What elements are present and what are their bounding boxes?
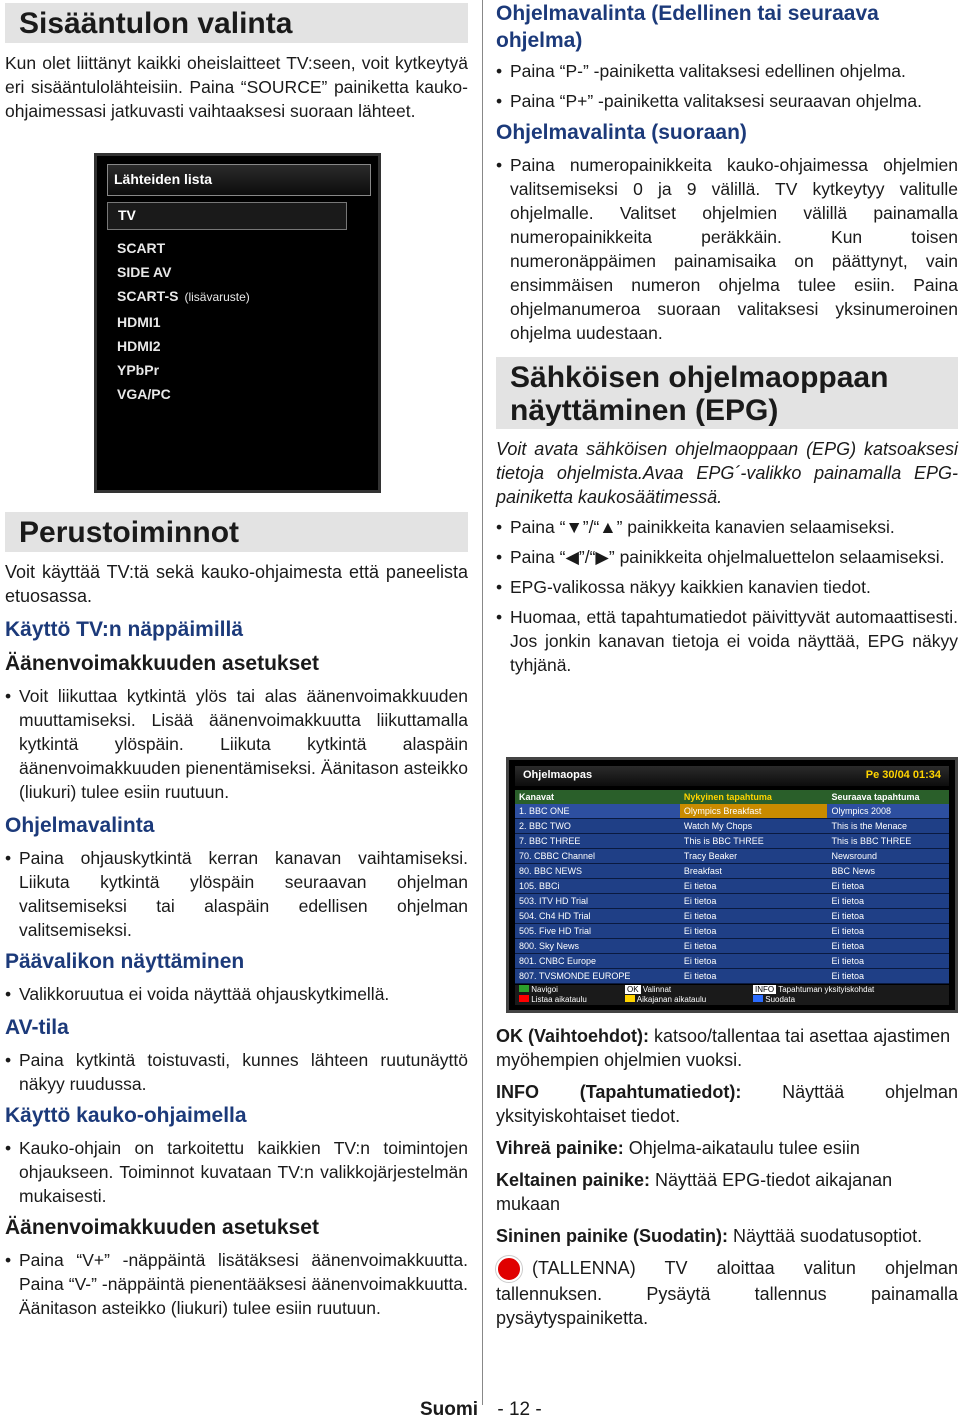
epg-row[interactable]	[515, 954, 949, 969]
epg-datetime: Pe 30/04 01:34	[865, 769, 941, 781]
source-item[interactable]: SCART-S (lisävaruste)	[117, 288, 250, 305]
epg-legend: Navigoi Listaa aikataulu OK Valinnat Aikajanan aikataulu INFO Tapahtuman yksityiskohdat Suodata	[515, 985, 949, 1005]
epg-row[interactable]	[515, 804, 949, 819]
legend-navigate: Navigoi	[531, 985, 558, 994]
source-item[interactable]: VGA/PC	[117, 386, 171, 403]
record-button-icon	[496, 1256, 522, 1282]
source-list-screenshot	[94, 153, 381, 493]
green-description: Vihreä painike: Ohjelma-aikataulu tulee esiin	[496, 1138, 860, 1158]
bullet-main-menu: • Valikkoruutua ei voida näyttää ohjauskytkimellä.	[5, 982, 468, 1006]
section-title-epg: Sähköisen ohjelmaoppaan näyttäminen (EPG)	[496, 357, 958, 429]
epg-row[interactable]	[515, 879, 949, 894]
ok-description: OK (Vaihtoehdot): katsoo/tallentaa tai asettaa ajastimen myöhempien ohjelmien vuoksi.	[496, 1026, 951, 1070]
legend-filter: Suodata	[765, 995, 796, 1004]
epg-next: Ei tietoa	[831, 971, 864, 981]
epg-channel: 70. CBBC Channel	[519, 851, 596, 861]
yellow-description: Keltainen painike: Näyttää EPG-tiedot aikajanan mukaan	[496, 1170, 893, 1214]
epg-current: Ei tietoa	[683, 911, 717, 921]
epg-current: Watch My Chops	[683, 821, 753, 831]
epg-channel: 7. BBC THREE	[519, 836, 581, 846]
bullet-leftright: • Paina “◀”/“▶” painikkeita ohjelmaluettelon selaamiseksi.	[496, 545, 958, 569]
epg-channel: 2. BBC TWO	[519, 821, 571, 831]
epg-screenshot	[506, 757, 958, 1013]
epg-next: Ei tietoa	[831, 941, 864, 951]
source-item[interactable]: SCART	[117, 240, 166, 256]
epg-current: Tracy Beaker	[683, 851, 738, 861]
footer-language: Suomi	[420, 1399, 479, 1420]
epg-row[interactable]	[515, 969, 949, 984]
epg-current: Ei tietoa	[683, 896, 717, 906]
epg-next: This is the Menace	[831, 821, 907, 831]
bullet-updown: • Paina “▼”/“▲” painikkeita kanavien selaamiseksi.	[496, 515, 958, 539]
heading-remote-use: Käyttö kauko-ohjaimella	[5, 1104, 247, 1127]
bullet-remote-use: • Kauko-ohjain on tarkoitettu kaikkien TV:n toimintojen ohjaukseen. Toiminnot kuvataan TV:n valikkojärjestelmän mukaisesti.	[5, 1136, 468, 1208]
column-divider	[482, 0, 483, 1405]
source-list-title: Lähteiden lista	[114, 171, 213, 187]
epg-channel: 801. CNBC Europe	[519, 956, 597, 966]
page-footer	[420, 1399, 542, 1421]
epg-col-channels: Kanavat	[519, 792, 555, 802]
legend-timeline: Aikajanan aikataulu	[636, 995, 707, 1004]
epg-row[interactable]	[515, 834, 949, 849]
epg-next: Ei tietoa	[831, 911, 864, 921]
bullet-program-selection: • Paina ohjauskytkintä kerran kanavan vaihtamiseksi. Liikuta kytkintä ylöspäin seuraavan ohjelman valitsemiseksi tai alaspäin edellisen ohjelman valitsemiseksi.	[5, 846, 468, 942]
epg-next: Ei tietoa	[831, 956, 864, 966]
heading-tv-buttons: Käyttö TV:n näppäimillä	[5, 618, 244, 641]
epg-current: Olympics Breakfast	[680, 804, 828, 819]
bullet-allinfo: • EPG-valikossa näkyy kaikkien kanavien tiedot.	[496, 575, 958, 599]
epg-intro: Voit avata sähköisen ohjelmaoppaan (EPG) katsoaksesi tietoja ohjelmista.Avaa EPG´-valikko painamalla EPG-painiketta kaukosäätimessä.	[496, 439, 958, 507]
epg-col-next: Seuraava tapahtuma	[831, 792, 920, 802]
epg-row[interactable]	[515, 894, 949, 909]
bullet-av-mode: • Paina kytkintä toistuvasti, kunnes lähteen ruutunäyttö näkyy ruudussa.	[5, 1048, 468, 1096]
epg-current: Ei tietoa	[683, 971, 717, 981]
epg-next: Ei tietoa	[831, 881, 864, 891]
record-description: (TALLENNA) TV aloittaa valitun ohjelman tallennuksen. Pysäytä tallennus painamalla pysäytyspainiketta.	[496, 1258, 958, 1329]
heading-direct: Ohjelmavalinta (suoraan)	[496, 121, 747, 144]
epg-next: BBC News	[831, 866, 875, 876]
source-items-list	[117, 236, 250, 406]
epg-row[interactable]	[515, 909, 949, 924]
source-item[interactable]: YPbPr	[117, 362, 160, 379]
epg-row[interactable]	[515, 939, 949, 954]
epg-row[interactable]	[515, 924, 949, 939]
epg-row[interactable]	[515, 864, 949, 879]
heading-program-selection: Ohjelmavalinta	[5, 814, 155, 837]
legend-details: Tapahtuman yksityiskohdat	[778, 985, 875, 994]
epg-current: Ei tietoa	[683, 956, 717, 966]
legend-options: Valinnat	[642, 985, 672, 994]
bullet-volume-1: • Voit liikuttaa kytkintä ylös tai alas äänenvoimakkuuden muuttamiseksi. Lisää äänenvoimakkuutta liikuttamalla kytkintä ylöspäin. Liikuta kytkintä alaspäin äänenvoimakkuuden pienentämiseksi. Äänitason asteikko (liukuri) tulee esiin ruutuun.	[5, 684, 468, 804]
heading-volume-2: Äänenvoimakkuuden asetukset	[5, 1216, 319, 1239]
epg-row[interactable]	[515, 819, 949, 834]
heading-volume-1: Äänenvoimakkuuden asetukset	[5, 652, 319, 675]
optional-note: (lisävaruste)	[184, 290, 250, 305]
epg-current: Breakfast	[683, 866, 722, 876]
left-column	[5, 0, 468, 1318]
epg-channel: 505. Five HD Trial	[519, 926, 592, 936]
source-item[interactable]: HDMI2	[117, 337, 161, 354]
epg-current: Ei tietoa	[683, 941, 717, 951]
epg-channel: 1. BBC ONE	[519, 806, 570, 816]
epg-channel: 807. TVSMONDE EUROPE	[519, 971, 631, 981]
heading-prev-next: Ohjelmavalinta (Edellinen tai seuraava ohjelma)	[496, 2, 879, 52]
page-number: - 12 -	[497, 1399, 542, 1420]
epg-row[interactable]	[515, 849, 949, 864]
source-item-tv-selected[interactable]: TV	[107, 202, 347, 230]
epg-channel: 504. Ch4 HD Trial	[519, 911, 591, 921]
bullet-prev: • Paina “P-” -painiketta valitaksesi edellinen ohjelma.	[496, 59, 958, 83]
epg-channel: 105. BBCi	[519, 881, 560, 891]
epg-channel: 800. Sky News	[519, 941, 580, 951]
basic-intro: Voit käyttää TV:tä sekä kauko-ohjaimesta että paneelista etuosassa.	[5, 562, 468, 606]
legend-list: Listaa aikataulu	[531, 995, 587, 1004]
epg-col-current: Nykyinen tapahtuma	[683, 792, 772, 802]
epg-grid	[515, 790, 949, 984]
bullet-direct: • Paina numeropainikkeita kauko-ohjaimessa ohjelmien valitsemiseksi 0 ja 9 välillä. TV kytkeytyy valitulle ohjelmalle. Valitset ohjelmien välillä painamalla numeropainikkeita peräkkäin. Kun toisen numeronäppäimen painamisaika on päättynyt, vain ensimmäisen numeron ohjelma tulee esiin. Paina ohjelmanumeroa suoraan valitaksesi yksinumeroinen ohjelma uudestaan.	[496, 153, 958, 345]
heading-main-menu: Päävalikon näyttäminen	[5, 950, 245, 973]
epg-title: Ohjelmaopas	[523, 769, 593, 781]
epg-next: Newsround	[831, 851, 877, 861]
epg-current: Ei tietoa	[683, 926, 717, 936]
right-column	[496, 0, 958, 1329]
source-item[interactable]: SIDE AV	[117, 264, 172, 281]
epg-next: This is BBC THREE	[831, 836, 912, 846]
blue-description: Sininen painike (Suodatin): Näyttää suodatusoptiot.	[496, 1226, 923, 1246]
epg-current: Ei tietoa	[683, 881, 717, 891]
epg-current: This is BBC THREE	[683, 836, 764, 846]
epg-title-bar	[515, 766, 949, 786]
info-description: INFO (Tapahtumatiedot): Näyttää ohjelman yksityiskohtaiset tiedot.	[496, 1082, 958, 1126]
bullet-volume-2: • Paina “V+” -näppäintä lisätäksesi äänenvoimakkuutta. Paina “V-” -näppäintä pienentääksesi äänenvoimakkuutta. Äänitason asteikko (liukuri) tulee esiin ruutuun.	[5, 1248, 468, 1320]
epg-next: Olympics 2008	[831, 806, 891, 816]
source-list-title-bar	[107, 164, 371, 196]
heading-av-mode: AV-tila	[5, 1016, 69, 1039]
bullet-next: • Paina “P+” -painiketta valitaksesi seuraavan ohjelma.	[496, 89, 958, 113]
bullet-note: • Huomaa, että tapahtumatiedot päivittyvät automaattisesti. Jos jonkin kanavan tietoja ei voida näyttää, EPG näkyy tyhjänä.	[496, 605, 958, 677]
epg-next: Ei tietoa	[831, 926, 864, 936]
section-title-basic: Perustoiminnot	[5, 512, 468, 552]
section-title-input-selection: Sisääntulon valinta	[5, 3, 468, 43]
epg-channel: 503. ITV HD Trial	[519, 896, 589, 906]
source-item[interactable]: HDMI1	[117, 313, 161, 330]
input-selection-intro: Kun olet liittänyt kaikki oheislaitteet TV:seen, voit kytkeytyä eri sisääntulolähteisiin. Paina “SOURCE” painiketta kauko-ohjaimessasi jatkuvasti vaihtaaksesi suoraan lähteet.	[5, 53, 468, 121]
epg-channel: 80. BBC NEWS	[519, 866, 583, 876]
epg-next: Ei tietoa	[831, 896, 864, 906]
